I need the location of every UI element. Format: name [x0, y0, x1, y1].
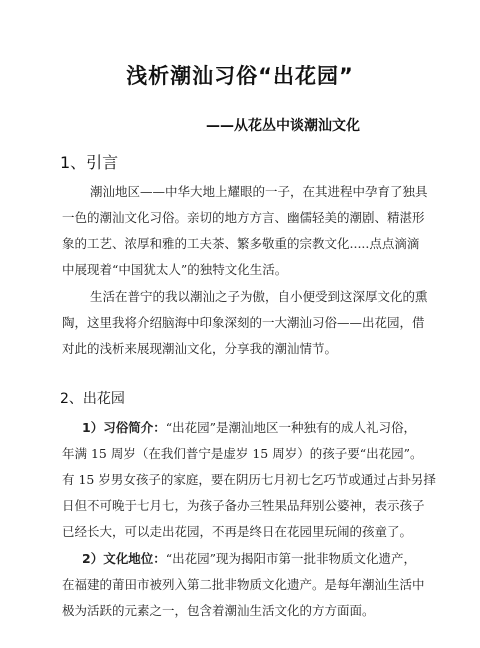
- document-subtitle: ——从花丛中谈潮汕文化: [206, 118, 360, 134]
- intro-para2-line: 陶，这里我将介绍脑海中印象深刻的一大潮汕习俗——出花园，借: [62, 315, 425, 330]
- intro-para1-line: 中展现着“中国犹太人”的独特文化生活。: [62, 262, 288, 277]
- intro-para1-line: 象的工艺、浓厚和雅的工夫茶、繁多敬重的宗教文化.....点点滴滴: [62, 236, 420, 251]
- item2-first-line: [82, 549, 416, 567]
- item1-first-text: “出花园”是潮汕地区一种独有的成人礼习俗，: [165, 420, 416, 435]
- item2-line: 极为活跃的元素之一，包含着潮汕生活文化的方方面面。: [62, 603, 375, 618]
- section-heading-chuhuayuan: 2、出花园: [60, 391, 125, 407]
- item1-line: 年满 15 周岁（在我们普宁是虚岁 15 周岁）的孩子要“出花园”。: [62, 446, 423, 461]
- document-title: 浅析潮汕习俗“出花园”: [126, 64, 354, 88]
- intro-para2-line: 对此的浅析来展现潮汕文化，分享我的潮汕情节。: [62, 341, 338, 356]
- item1-label: 1）习俗简介：: [82, 420, 166, 435]
- item1-line: 日但不可晚于七月七，为孩子备办三牲果品拜别公婆神，表示孩子: [62, 498, 425, 513]
- item1-first-line: [82, 418, 416, 436]
- intro-para1-line: 一色的潮汕文化习俗。亲切的地方方言、幽儒轻美的潮剧、精湛形: [62, 210, 425, 225]
- item2-label: 2）文化地位：: [82, 551, 166, 566]
- section-heading-intro: 1、引言: [60, 153, 119, 172]
- intro-para2-line: 生活在普宁的我以潮汕之子为傲，自小便受到这深厚文化的熏: [90, 289, 428, 304]
- item2-first-text: “出花园”现为揭阳市第一批非物质文化遗产，: [165, 551, 416, 566]
- item1-line: 已经长大，可以走出花园，不再是终日在花园里玩闹的孩童了。: [62, 524, 413, 539]
- item1-line: 有 15 岁男女孩子的家庭，要在阴历七月初七乞巧节或通过占卦另择: [62, 472, 436, 487]
- item2-line: 在福建的莆田市被列入第二批非物质文化遗产。是每年潮汕生活中: [62, 577, 425, 592]
- intro-para1-line: 潮汕地区——中华大地上耀眼的一子，在其进程中孕育了独具: [90, 184, 428, 199]
